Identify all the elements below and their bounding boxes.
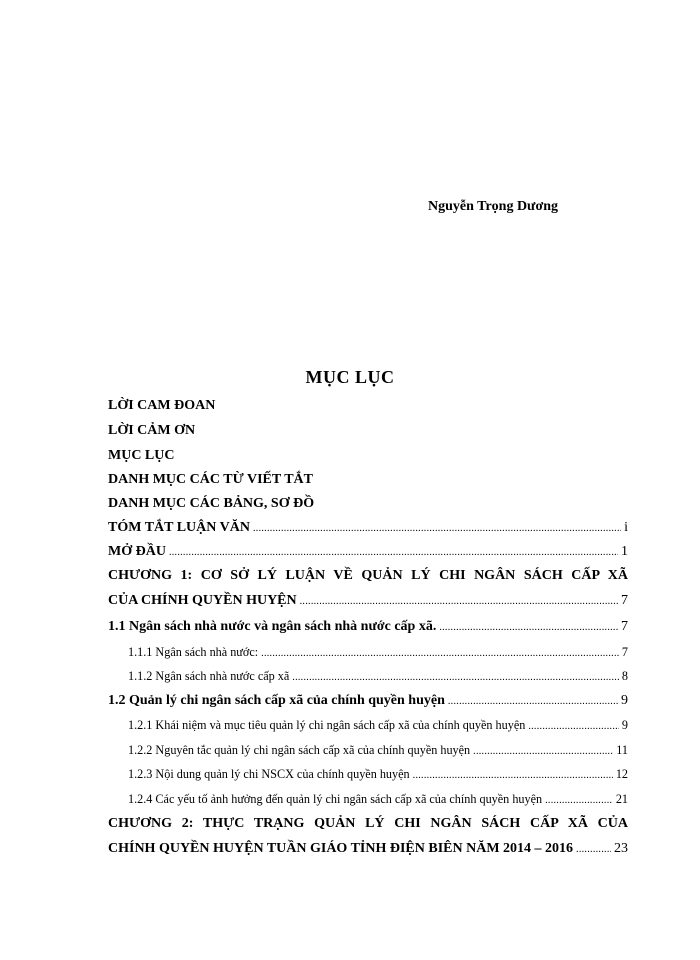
toc-section-1-2-3[interactable] — [128, 767, 628, 782]
toc-section-1-1-1[interactable] — [128, 645, 628, 660]
toc-entry-text: 1.2.3 Nội dung quản lý chi NSCX của chính quyền huyện — [128, 767, 410, 781]
toc-entry-text: LỜI CAM ĐOAN — [108, 398, 216, 413]
toc-entry-text: DANH MỤC CÁC BẢNG, SƠ ĐỒ — [108, 496, 315, 511]
toc-entry-text: 1.2.2 Nguyên tắc quản lý chi ngân sách cấp xã của chính quyền huyện — [128, 743, 471, 757]
toc-entry-text: MỤC LỤC — [108, 448, 175, 463]
toc-entry-text: CHÍNH QUYỀN HUYỆN TUẦN GIÁO TỈNH ĐIỆN BIÊN NĂM 2014 – 2016 — [108, 841, 574, 856]
toc-entry-text: 1.2.1 Khái niệm và mục tiêu quản lý chi ngân sách cấp xã của chính quyền huyện — [128, 718, 526, 732]
toc-entry-intro[interactable] — [108, 544, 628, 560]
toc-section-1-1[interactable] — [108, 619, 628, 635]
toc-section-1-1-2[interactable] — [128, 669, 628, 684]
toc-entry-text: LỜI CẢM ƠN — [108, 423, 196, 438]
toc-entry-page: 9 — [621, 718, 628, 732]
toc-entry-text: DANH MỤC CÁC TỪ VIẾT TẮT — [108, 472, 313, 487]
toc-leader-dots — [261, 648, 619, 659]
toc-chapter1-line2[interactable] — [108, 593, 628, 609]
toc-section-1-2-1[interactable] — [128, 718, 628, 733]
toc-entry-page: 11 — [616, 743, 628, 757]
toc-leader-dots — [439, 622, 618, 633]
toc-leader-dots — [169, 547, 618, 558]
toc-entry-page: 7 — [621, 619, 628, 634]
toc-title: MỤC LỤC — [305, 367, 395, 387]
author-name: Nguyễn Trọng Dương — [428, 199, 558, 214]
toc-section-1-2-2[interactable] — [128, 743, 628, 758]
toc-front-tables — [108, 496, 628, 512]
toc-entry-text: 1.1.1 Ngân sách nhà nước: — [128, 645, 259, 659]
toc-entry-text: 1.1.2 Ngân sách nhà nước cấp xã — [128, 669, 290, 683]
toc-leader-dots — [253, 523, 621, 534]
toc-section-1-2[interactable] — [108, 693, 628, 709]
toc-entry-page: i — [624, 520, 628, 535]
toc-leader-dots — [448, 696, 618, 707]
toc-chapter1-line1[interactable]: CHƯƠNG 1: CƠ SỞ LÝ LUẬN VỀ QUẢN LÝ CHI NGÂN SÁCH CẤP XÃ — [108, 568, 628, 583]
toc-entry-text: TÓM TẮT LUẬN VĂN — [108, 520, 250, 535]
toc-entry-text: 1.2.4 Các yếu tố ảnh hưởng đến quản lý chi ngân sách cấp xã của chính quyền huyện — [128, 792, 543, 806]
toc-section-1-2-4[interactable] — [128, 792, 628, 807]
toc-front-loi-cam-doan — [108, 398, 628, 414]
toc-leader-dots — [413, 770, 613, 781]
toc-entry-text: MỞ ĐẦU — [108, 544, 166, 559]
toc-entry-page: 21 — [615, 792, 628, 806]
toc-entry-text: 1.2 Quản lý chi ngân sách cấp xã của chính quyền huyện — [108, 693, 445, 708]
toc-front-muc-luc — [108, 448, 628, 464]
toc-entry-page: 8 — [621, 669, 628, 683]
toc-entry-summary[interactable] — [108, 520, 628, 536]
toc-entry-text: 1.1 Ngân sách nhà nước và ngân sách nhà nước cấp xã. — [108, 619, 437, 634]
toc-leader-dots — [300, 596, 618, 607]
toc-front-loi-cam-on — [108, 423, 628, 439]
toc-entry-page: 7 — [621, 645, 628, 659]
toc-entry-page: 7 — [621, 593, 628, 608]
toc-entry-page: 23 — [614, 841, 628, 856]
toc-chapter2-line1[interactable]: CHƯƠNG 2: THỰC TRẠNG QUẢN LÝ CHI NGÂN SÁCH CẤP XÃ CỦA — [108, 816, 628, 831]
toc-entry-text: CỦA CHÍNH QUYỀN HUYỆN — [108, 593, 297, 608]
toc-leader-dots — [473, 746, 613, 757]
toc-entry-page: 12 — [615, 767, 628, 781]
toc-front-abbreviations — [108, 472, 628, 488]
toc-leader-dots — [545, 795, 613, 806]
toc-leader-dots — [528, 721, 619, 732]
toc-chapter2-line2[interactable] — [108, 841, 628, 857]
toc-entry-page: 1 — [621, 544, 628, 559]
toc-entry-page: 9 — [621, 693, 628, 708]
toc-leader-dots — [576, 844, 611, 855]
toc-leader-dots — [292, 672, 619, 683]
